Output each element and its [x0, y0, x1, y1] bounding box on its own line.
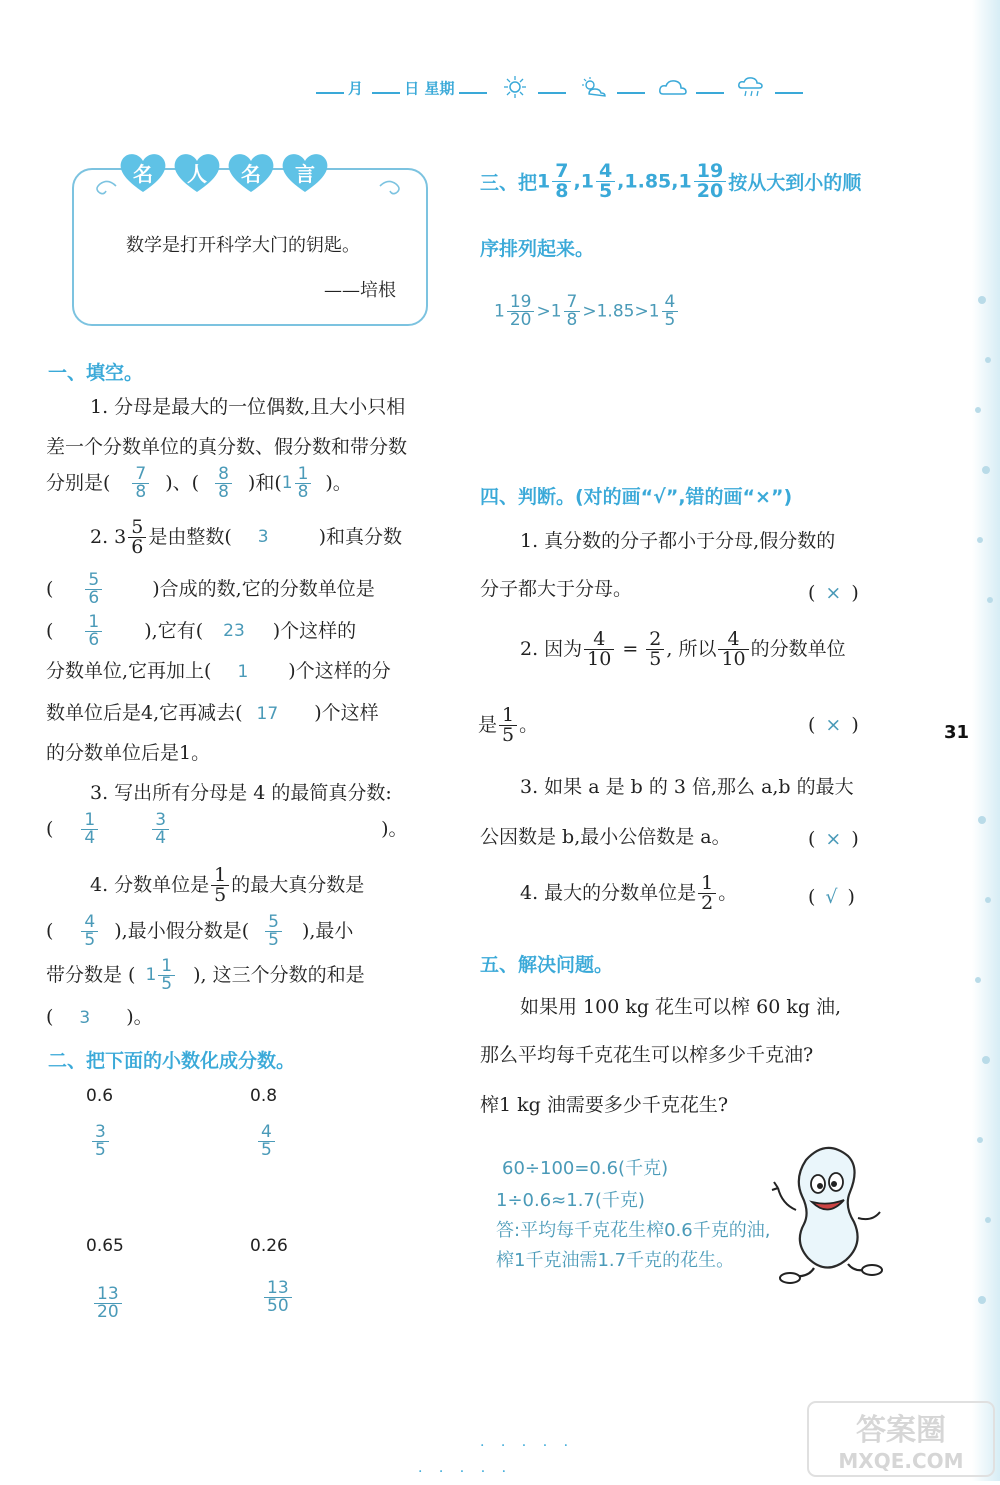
banner-char: 名 [133, 162, 153, 186]
answer-symbol: >1.85> [582, 301, 649, 322]
section-4-heading: 四、判断。(对的画“√”,错的画“×”) [480, 486, 793, 508]
weekday-blank [459, 92, 487, 94]
text-segment: 分别是( [46, 472, 111, 494]
judgment-mark: × [825, 582, 842, 604]
heart-icon [118, 150, 168, 194]
s4-q4-line1 [520, 874, 737, 913]
banner-char: 名 [241, 162, 261, 186]
text-segment: )、( [165, 472, 200, 494]
s1-q2-line1 [90, 518, 402, 557]
denominator: 6 [85, 631, 102, 649]
decimal-answer [92, 1286, 124, 1321]
answer-whole: 1 [281, 473, 293, 493]
s4-q1-line1: 1. 真分数的分子都小于分母,假分数的 [520, 530, 836, 552]
numerator: 1 [88, 612, 100, 632]
s4-q3-line2: 公因数是 b,最小公倍数是 a。 [480, 826, 731, 848]
denominator: 2 [698, 893, 716, 913]
fraction [718, 630, 748, 669]
text-segment: 是由整数( [148, 526, 232, 548]
decimal-value: 0.8 [250, 1086, 278, 1106]
denominator: 5 [158, 975, 175, 993]
decimal-answer [256, 1124, 277, 1159]
section-1-heading: 一、填空。 [48, 362, 144, 384]
s1-q1-line3 [46, 466, 352, 501]
weather-blank [538, 92, 566, 94]
denominator: 20 [94, 1303, 122, 1321]
numerator: 7 [566, 292, 578, 312]
numerator: 4 [84, 912, 96, 932]
s1-q2-line5 [46, 704, 379, 723]
text-segment: ( [46, 620, 54, 642]
answer-fraction [158, 958, 175, 993]
answer-fraction [265, 914, 282, 949]
quote-text: 数学是打开科学大门的钥匙。 [126, 235, 360, 256]
answer-sum: 3 [79, 1008, 91, 1028]
denominator: 5 [596, 181, 615, 201]
numerator: 1 [161, 956, 173, 976]
text-segment: )。 [325, 472, 352, 494]
numerator: 3 [95, 1122, 106, 1142]
denominator: 8 [215, 483, 232, 501]
decimal-value: 0.26 [250, 1236, 288, 1256]
text-segment: )和( [247, 472, 282, 494]
page-number: 31 [944, 722, 970, 743]
answer-fraction [258, 1124, 275, 1159]
weather-blank [617, 92, 645, 94]
fraction [552, 162, 571, 201]
day-label: 日 [404, 79, 420, 98]
denominator: 8 [564, 311, 581, 329]
s1-q2-line3 [46, 614, 356, 649]
text-segment: ( [46, 1006, 54, 1028]
date-line [312, 76, 807, 102]
text-segment: 的分数单位 [750, 638, 846, 660]
judgment-mark: √ [825, 886, 838, 908]
s5-answer-line4: 榨1千克油需1.7千克的花生。 [496, 1250, 735, 1271]
section-3-question [480, 162, 861, 201]
answer-fraction [295, 466, 312, 501]
text-segment: ) [847, 886, 855, 908]
answer-add: 1 [237, 662, 249, 682]
answer-count: 23 [223, 621, 245, 641]
svg-text:答案圈: 答案圈 [856, 1413, 946, 1448]
mixed-whole: 1 [580, 170, 594, 193]
text-segment: 4. 分数单位是 [90, 874, 210, 896]
denominator: 10 [718, 649, 748, 669]
denominator: 50 [264, 1297, 292, 1315]
sunny-icon [500, 76, 530, 102]
text-segment: , [573, 170, 581, 193]
text-segment: )。 [381, 818, 408, 840]
denominator: 5 [499, 725, 517, 745]
answer-fraction [264, 1280, 292, 1315]
watermark-logo [806, 1400, 996, 1478]
answer-fraction [507, 294, 535, 329]
text-segment: 按从大到小的顺 [728, 172, 862, 194]
answer-fraction [85, 572, 102, 607]
svg-text:MXQE.COM: MXQE.COM [838, 1449, 964, 1473]
denominator: 5 [646, 649, 664, 669]
denominator: 4 [152, 829, 169, 847]
decorative-edge [958, 0, 1000, 1481]
text-segment: )。 [126, 1006, 153, 1028]
s4-q1-answer [808, 584, 859, 603]
swirl-left-icon [88, 176, 118, 200]
mixed-whole: 1 [648, 301, 660, 322]
s5-answer-line3: 答:平均每千克花生榨0.6千克的油, [496, 1220, 771, 1241]
answer-fraction [152, 812, 169, 847]
rainy-icon [737, 76, 767, 102]
fraction [499, 706, 517, 745]
weather-blank [696, 92, 724, 94]
heart-icon [280, 150, 330, 194]
mixed-whole: 1 [494, 301, 505, 322]
text-segment: , 所以 [666, 638, 717, 660]
fraction [694, 162, 726, 201]
s1-q2-line2 [46, 572, 375, 607]
numerator: 1 [84, 810, 96, 830]
text-segment: = [622, 638, 639, 660]
text-segment: 。 [519, 714, 539, 736]
numerator: 4 [727, 628, 740, 650]
numerator: 4 [261, 1122, 272, 1142]
answer-fraction [94, 1286, 122, 1321]
banner-char: 人 [187, 162, 207, 186]
s5-problem-line1: 如果用 100 kg 花生可以榨 60 kg 油, [520, 996, 842, 1018]
numerator: 2 [649, 628, 662, 650]
s1-q4-line4 [46, 1008, 153, 1027]
text-segment: 的最大真分数是 [231, 874, 365, 896]
text-segment: )个这样的分 [288, 660, 391, 682]
denominator: 20 [507, 311, 535, 329]
text-segment: )合成的数,它的分数单位是 [152, 578, 375, 600]
denominator: 5 [265, 931, 282, 949]
fraction [646, 630, 664, 669]
denominator: 10 [584, 649, 614, 669]
s4-q2-line1 [520, 630, 846, 669]
section-3-question-line2: 序排列起来。 [480, 238, 595, 260]
s4-q3-answer [808, 830, 859, 849]
text-segment: ), 这三个分数的和是 [193, 964, 365, 986]
answer-whole: 1 [145, 965, 157, 985]
answer-fraction [564, 294, 581, 329]
s1-q2-line6: 的分数单位后是1。 [46, 742, 211, 764]
text-segment: 分数单位,它再加上( [46, 660, 212, 682]
fraction [211, 866, 229, 905]
s4-q2-answer [808, 716, 859, 735]
numerator: 1 [701, 872, 714, 894]
s4-q3-line1: 3. 如果 a 是 b 的 3 倍,那么 a,b 的最大 [520, 776, 854, 798]
denominator: 8 [552, 181, 571, 201]
text-segment: ) [851, 714, 859, 736]
text-segment: )和真分数 [318, 526, 403, 548]
s1-q3-line2 [46, 812, 408, 847]
numerator: 1 [502, 704, 515, 726]
numerator: 19 [509, 292, 532, 312]
numerator: 7 [555, 160, 569, 182]
s1-q4-line1 [90, 866, 364, 905]
peanut-mascot-icon [766, 1140, 886, 1294]
text-segment: 2. 3 [90, 526, 127, 548]
numerator: 8 [218, 464, 229, 484]
text-segment: 是 [478, 714, 498, 736]
text-segment: ( [46, 578, 54, 600]
text-segment: ( [808, 828, 816, 850]
answer-fraction [662, 294, 679, 329]
bottom-dots-2: · · · · · [418, 1464, 513, 1480]
numerator: 13 [97, 1284, 119, 1304]
s1-q3-line1: 3. 写出所有分母是 4 的最简真分数: [90, 782, 392, 804]
numerator: 1 [297, 464, 309, 484]
fraction [128, 518, 146, 557]
text-segment: )个这样 [314, 702, 379, 724]
answer-fraction [81, 812, 98, 847]
numerator: 7 [135, 464, 147, 484]
month-blank [316, 92, 344, 94]
numerator: 4 [593, 628, 606, 650]
month-label: 月 [348, 79, 364, 98]
text-segment: 三、把 [480, 172, 538, 194]
partly-sunny-icon [579, 76, 609, 102]
fraction [698, 874, 716, 913]
numerator: 5 [131, 516, 144, 538]
answer-fraction [85, 614, 102, 649]
mixed-whole: 1 [678, 170, 692, 193]
answer-symbol: > [536, 301, 551, 322]
day-blank [372, 92, 400, 94]
section-3-answer [494, 294, 680, 329]
s1-q4-line3 [46, 958, 365, 993]
answer-fraction [215, 466, 232, 501]
text-segment: 数单位后是4,它再减去( [46, 702, 243, 724]
text-segment: ,1.85, [617, 170, 679, 193]
denominator: 5 [211, 885, 229, 905]
answer-fraction [92, 1124, 109, 1159]
mixed-whole: 1 [537, 170, 551, 193]
numerator: 5 [268, 912, 279, 932]
s4-q2-line2 [478, 706, 538, 745]
s1-q1-line1: 1. 分母是最大的一位偶数,且大小只相 [90, 396, 406, 418]
text-segment: ),它有( [144, 620, 204, 642]
heart-icon [172, 150, 222, 194]
judgment-mark: × [825, 714, 842, 736]
denominator: 20 [694, 181, 726, 201]
denominator: 5 [662, 311, 679, 329]
text-segment: ( [46, 920, 54, 942]
answer-integer: 3 [257, 527, 269, 547]
denominator: 5 [92, 1141, 109, 1159]
fraction [584, 630, 614, 669]
text-segment: )个这样的 [272, 620, 357, 642]
numerator: 1 [214, 864, 227, 886]
text-segment: ( [808, 582, 816, 604]
section-2-heading: 二、把下面的小数化成分数。 [48, 1050, 296, 1072]
s5-problem-line3: 榨1 kg 油需要多少千克花生? [480, 1094, 729, 1116]
bottom-dots: · · · · · [480, 1438, 575, 1454]
numerator: 5 [88, 570, 100, 590]
swirl-right-icon [378, 176, 408, 200]
s5-answer-line2: 1÷0.6≈1.7(千克) [496, 1190, 645, 1211]
s1-q1-line2: 差一个分数单位的真分数、假分数和带分数 [46, 436, 408, 458]
s1-q2-line4 [46, 662, 391, 681]
quote-author: ——培根 [324, 280, 396, 301]
banner-char: 言 [295, 162, 315, 186]
section-5-heading: 五、解决问题。 [480, 954, 614, 976]
fraction [596, 162, 615, 201]
s5-answer-line1: 60÷100=0.6(千克) [502, 1158, 669, 1179]
text-segment: ( [46, 818, 54, 840]
answer-fraction [81, 914, 98, 949]
decimal-answer [262, 1280, 294, 1315]
denominator: 5 [258, 1141, 275, 1159]
numerator: 4 [664, 292, 676, 312]
s4-q1-line2: 分子都大于分母。 [480, 578, 633, 600]
mixed-whole: 1 [550, 301, 562, 322]
numerator: 4 [598, 160, 613, 182]
denominator: 8 [295, 483, 312, 501]
heart-icon [226, 150, 276, 194]
denominator: 4 [81, 829, 98, 847]
numerator: 3 [155, 810, 167, 830]
text-segment: ) [851, 582, 859, 604]
decimal-answer [90, 1124, 111, 1159]
denominator: 5 [81, 931, 98, 949]
denominator: 6 [128, 537, 146, 557]
text-segment: ) [851, 828, 859, 850]
decimal-value: 0.65 [86, 1236, 124, 1256]
text-segment: 。 [718, 882, 738, 904]
text-segment: ( [808, 886, 816, 908]
quote-banner [118, 150, 334, 198]
numerator: 19 [696, 160, 724, 182]
weather-blank [775, 92, 803, 94]
text-segment: 4. 最大的分数单位是 [520, 882, 697, 904]
denominator: 8 [132, 483, 149, 501]
answer-subtract: 17 [256, 704, 279, 724]
judgment-mark: × [825, 828, 842, 850]
s1-q4-line2 [46, 914, 353, 949]
numerator: 13 [267, 1278, 289, 1298]
text-segment: ),最小 [301, 920, 354, 942]
text-segment: 2. 因为 [520, 638, 583, 660]
denominator: 6 [85, 589, 102, 607]
cloudy-icon [658, 76, 688, 102]
text-segment: ( [808, 714, 816, 736]
text-segment: ),最小假分数是( [114, 920, 250, 942]
s4-q4-answer [808, 888, 855, 907]
weekday-label: 星期 [424, 79, 455, 98]
text-segment: 带分数是 ( [46, 964, 136, 986]
s5-problem-line2: 那么平均每千克花生可以榨多少千克油? [480, 1044, 814, 1066]
decimal-value: 0.6 [86, 1086, 114, 1106]
answer-fraction [132, 466, 149, 501]
